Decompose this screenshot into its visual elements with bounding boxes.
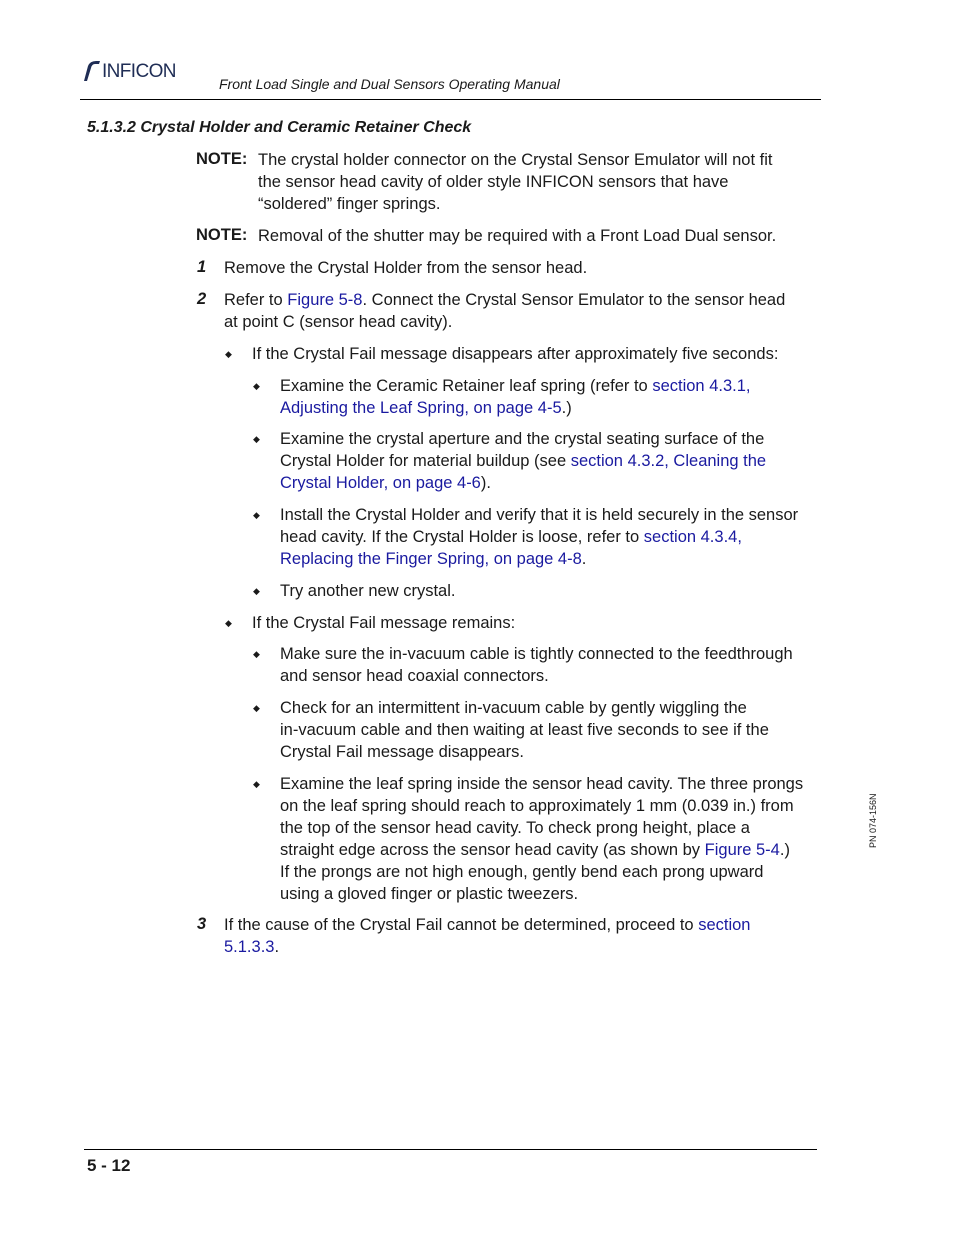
figure-link[interactable]: Figure 5-8 — [287, 291, 363, 309]
bullet-text: If the Crystal Fail message remains: — [252, 614, 516, 632]
section-link[interactable]: Crystal Holder, on page 4-6 — [280, 474, 481, 492]
section-link[interactable]: Replacing the Finger Spring, on page 4-8 — [280, 550, 582, 568]
bullet-text: Install the Crystal Holder and verify that it is held securely in the sensor head cavity. If the Crystal Holder is loose, refer to section 4.3.4, Replacing the Finger Spring, on page 4-8. — [280, 506, 799, 568]
bullet-icon: ◆ — [253, 510, 260, 520]
bullet-icon: ◆ — [225, 349, 232, 359]
note-text: Removal of the shutter may be required with a Front Load Dual sensor. — [258, 227, 777, 245]
inficon-logo-icon — [82, 60, 102, 82]
note-text: The crystal holder connector on the Crystal Sensor Emulator will not fit the sensor head cavity of older style INFICON sensors that have “soldered” finger springs. — [258, 151, 773, 213]
bullet-text: Check for an intermittent in-vacuum cable by gently wiggling the in-vacuum cable and then waiting at least five seconds to see if the Crystal Fail message disappears. — [280, 699, 769, 761]
page-number: 5 - 12 — [87, 1156, 131, 1175]
bullet-text: Examine the leaf spring inside the sensor head cavity. The three prongs on the leaf spring should reach to approximately 1 mm (0.039 in.) from the top of the sensor head cavity. To check prong height, place a straight edge across the sensor head cavity (as shown by Figure 5-4.) If the prongs are not high enough, gently bend each prong upward using a gloved finger or plastic tweezers. — [280, 775, 804, 903]
step-text: Refer to Figure 5-8. Connect the Crystal Sensor Emulator to the sensor head at point C (sensor head cavity). — [224, 291, 786, 331]
section-link[interactable]: section 4.3.4, — [643, 528, 742, 546]
section-link[interactable]: section 4.3.1, — [652, 377, 751, 395]
footer-rule — [84, 1149, 817, 1150]
step-number: 2 — [197, 290, 207, 308]
bullet-icon: ◆ — [253, 586, 260, 596]
step-number: 3 — [197, 915, 207, 933]
bullet-icon: ◆ — [253, 779, 260, 789]
step-text: Remove the Crystal Holder from the sensor head. — [224, 259, 588, 277]
figure-link[interactable]: Figure 5-4 — [704, 841, 780, 859]
bullet-icon: ◆ — [253, 381, 260, 391]
step-text: If the cause of the Crystal Fail cannot be determined, proceed to section 5.1.3.3. — [224, 916, 751, 956]
section-link[interactable]: section 4.3.2, Cleaning the — [570, 452, 767, 470]
section-link[interactable]: 5.1.3.3 — [224, 938, 275, 956]
manual-title: Front Load Single and Dual Sensors Operating Manual — [219, 76, 560, 92]
bullet-text: Make sure the in-vacuum cable is tightly connected to the feedthrough and sensor head coaxial connectors. — [280, 645, 793, 685]
brand-name: INFICON — [102, 61, 176, 82]
note-label: NOTE: — [196, 150, 248, 168]
bullet-text: Try another new crystal. — [280, 582, 456, 600]
note-label: NOTE: — [196, 226, 248, 244]
step-number: 1 — [197, 258, 207, 276]
part-number: PN 074-156N — [868, 793, 878, 848]
bullet-icon: ◆ — [253, 434, 260, 444]
bullet-text: If the Crystal Fail message disappears after approximately five seconds: — [252, 345, 779, 363]
bullet-text: Examine the crystal aperture and the crystal seating surface of the Crystal Holder for material buildup (see section 4.3.2, Cleaning the Crystal Holder, on page 4-6). — [280, 430, 767, 492]
header-rule — [80, 99, 821, 100]
bullet-icon: ◆ — [253, 649, 260, 659]
bullet-icon: ◆ — [253, 703, 260, 713]
section-link[interactable]: section — [698, 916, 751, 934]
bullet-icon: ◆ — [225, 618, 232, 628]
bullet-text: Examine the Ceramic Retainer leaf spring (refer to section 4.3.1, Adjusting the Leaf Spring, on page 4-5.) — [280, 377, 751, 417]
section-title: 5.1.3.2 Crystal Holder and Ceramic Retainer Check — [87, 119, 472, 136]
section-link[interactable]: Adjusting the Leaf Spring, on page 4-5 — [280, 399, 562, 417]
